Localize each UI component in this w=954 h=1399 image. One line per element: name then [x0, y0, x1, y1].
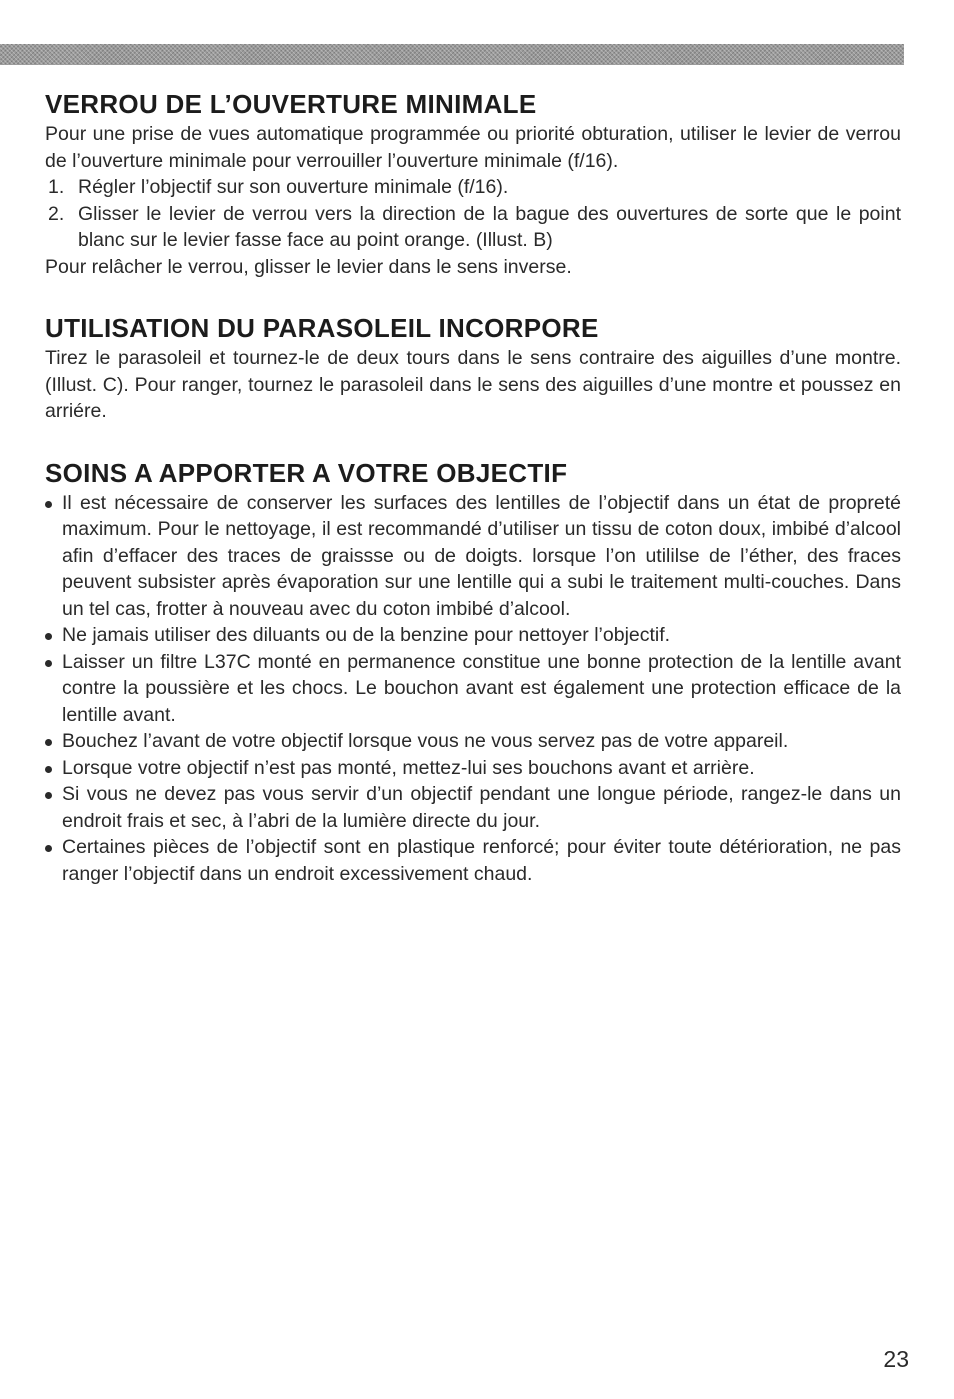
list-item [45, 622, 901, 649]
list-item [45, 490, 901, 623]
list-item [45, 649, 901, 729]
bullet-icon [45, 633, 52, 640]
section-lens-hood [45, 312, 901, 425]
list-item [45, 201, 901, 254]
bullet-text: Ne jamais utiliser des diluants ou de la benzine pour nettoyer l’objectif. [62, 624, 671, 646]
heading-lens-care: SOINS A APPORTER A VOTRE OBJECTIF [45, 457, 568, 488]
step-text: Régler l’objectif sur son ouverture minimale (f/16). [78, 176, 509, 198]
section-aperture-lock [45, 88, 901, 280]
bullet-icon [45, 660, 52, 667]
header-decorative-band [0, 44, 904, 65]
section-lens-care [45, 457, 901, 888]
bullet-icon [45, 766, 52, 773]
list-item [45, 755, 901, 782]
heading-lens-hood: UTILISATION DU PARASOLEIL INCORPORE [45, 313, 599, 343]
aperture-lock-intro: Pour une prise de vues automatique programmée ou priorité obturation, utiliser le levier de verrou de l’ouverture minimale pour verrouiller l’ouverture minimale (f/16). [45, 123, 901, 172]
step-number: 1. [48, 176, 65, 198]
bullet-text: Lorsque votre objectif n’est pas monté, mettez-lui ses bouchons avant et arrière. [62, 756, 755, 779]
bullet-icon [45, 792, 52, 799]
step-number: 2. [48, 202, 65, 225]
page-content [45, 88, 901, 911]
bullet-text: Il est nécessaire de conserver les surfaces des lentilles de l’objectif dans un état de propreté maximum. Pour le nettoyage, il est recommandé d’utiliser un tissu de coton doux, imbibé d’alcool afin d’effacer des traces de graissse ou de doigts. lorsque l’on utililse de l’éther, des fraces peuvent subsister après évaporation sur une lentille qui a subi le traitement multi-couches. Dans un tel cas, frotter à nouveau avec du coton imbibé d’alcool. [62, 491, 901, 620]
list-item [45, 834, 901, 887]
lens-hood-body: Tirez le parasoleil et tournez-le de deux tours dans le sens contraire des aiguilles d’une montre. (Illust. C). Pour ranger, tournez le parasoleil dans le sens des aiguilles d’une montre et poussez en arriére. [45, 347, 901, 422]
bullet-text: Laisser un filtre L37C monté en permanence constitue une bonne protection de la lentille avant contre la poussière et les chocs. Le bouchon avant est également une protection efficace de la lentille avant. [62, 650, 901, 726]
lens-care-list [45, 490, 901, 888]
bullet-text: Certaines pièces de l’objectif sont en plastique renforcé; pour éviter toute détérioration, ne pas ranger l’objectif dans un endroit excessivement chaud. [62, 836, 901, 885]
bullet-icon [45, 739, 52, 746]
list-item [45, 728, 901, 755]
step-text: Glisser le levier de verrou vers la direction de la bague des ouvertures de sorte que le point blanc sur le levier fasse face au point orange. (Illust. B) [78, 202, 901, 251]
aperture-lock-outro: Pour relâcher le verrou, glisser le levier dans le sens inverse. [45, 255, 572, 278]
bullet-text: Si vous ne devez pas vous servir d’un objectif pendant une longue période, rangez-le dans un endroit frais et sec, à l’abri de la lumière directe du jour. [62, 783, 901, 832]
list-item [45, 781, 901, 834]
page-number: 23 [883, 1346, 909, 1372]
heading-aperture-lock: VERROU DE L’OUVERTURE MINIMALE [45, 89, 537, 119]
list-item [45, 174, 901, 201]
bullet-icon [45, 501, 52, 508]
bullet-icon [45, 845, 52, 852]
aperture-lock-steps [45, 174, 901, 254]
bullet-text: Bouchez l’avant de votre objectif lorsque vous ne vous servez pas de votre appareil. [62, 730, 789, 752]
